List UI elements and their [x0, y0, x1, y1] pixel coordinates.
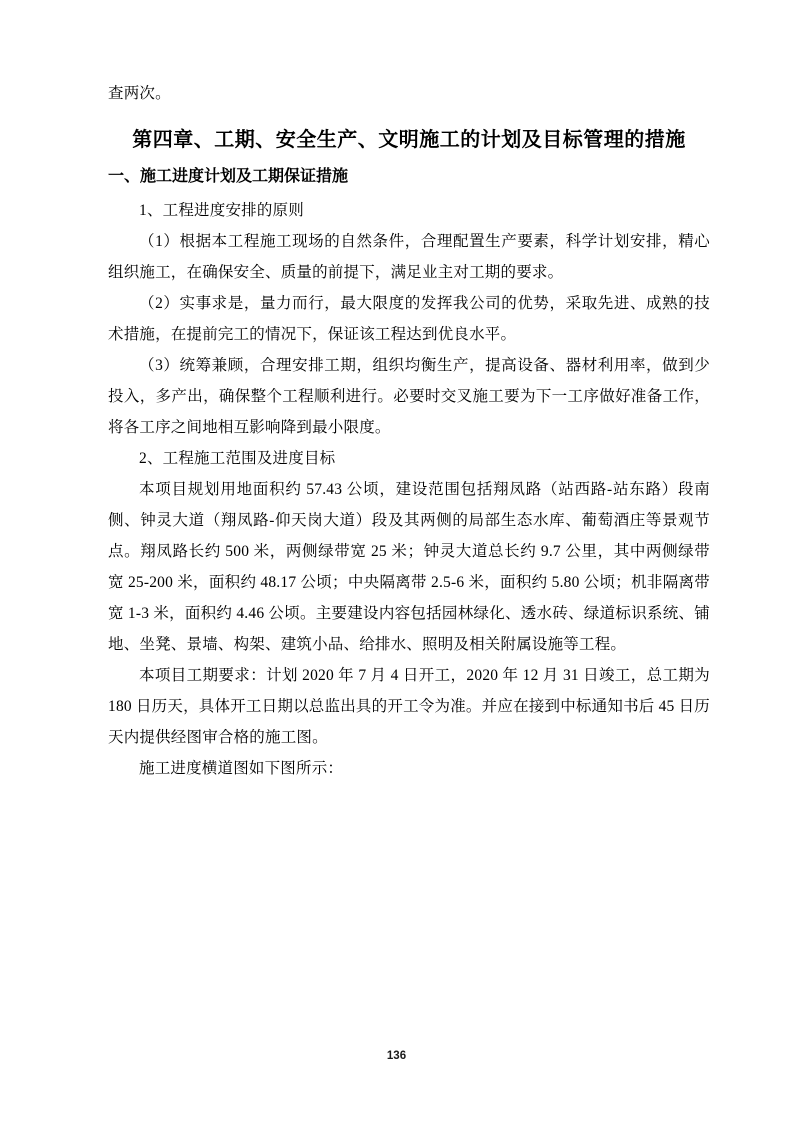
paragraph-principle-2: （2）实事求是，量力而行，最大限度的发挥我公司的优势，采取先进、成熟的技术措施，在提前完工的情况下，保证该工程达到优良水平。	[108, 295, 710, 343]
document-content	[108, 78, 710, 784]
section-heading: 一、施工进度计划及工期保证措施	[108, 168, 349, 185]
paragraph-project-scope: 本项目规划用地面积约 57.43 公顷，建设范围包括翔凤路（站西路-站东路）段南侧、钟灵大道（翔凤路-仰天岗大道）段及其两侧的局部生态水库、葡萄酒庄等景观节点。翔凤路长约 500 米，两侧绿带宽 25 米；钟灵大道总长约 9.7 公里，其中两侧绿带宽 25-200 米，面积约 48.17 公顷；中央隔离带 2.5-6 米，面积约 5.80 公顷；机非隔离带宽 1-3 米，面积约 4.46 公顷。主要建设内容包括园林绿化、透水砖、绿道标识系统、铺地、坐凳、景墙、构架、建筑小品、给排水、照明及相关附属设施等工程。	[108, 481, 710, 653]
paragraph-subheading-2: 2、工程施工范围及进度目标	[139, 450, 336, 467]
paragraph-gantt-lead-in: 施工进度横道图如下图所示：	[139, 760, 344, 777]
chapter-heading: 第四章、工期、安全生产、文明施工的计划及目标管理的措施	[132, 129, 686, 151]
paragraph-principle-3: （3）统筹兼顾，合理安排工期，组织均衡生产，提高设备、器材利用率，做到少投入，多产出，确保整个工程顺利进行。必要时交叉施工要为下一工序做好准备工作，将各工序之间地相互影响降到最小限度。	[108, 357, 710, 436]
continuation-text: 查两次。	[108, 85, 171, 102]
paragraph-schedule-requirement: 本项目工期要求：计划 2020 年 7 月 4 日开工，2020 年 12 月 31 日竣工，总工期为 180 日历天，具体开工日期以总监出具的开工令为准。并应在接到中标通知书后 45 日历天内提供经图审合格的施工图。	[108, 667, 710, 746]
page-number: 136	[386, 1050, 407, 1062]
paragraph-principle-1: （1）根据本工程施工现场的自然条件，合理配置生产要素，科学计划安排，精心组织施工，在确保安全、质量的前提下，满足业主对工期的要求。	[108, 233, 710, 281]
paragraph-subheading-1: 1、工程进度安排的原则	[139, 202, 304, 219]
